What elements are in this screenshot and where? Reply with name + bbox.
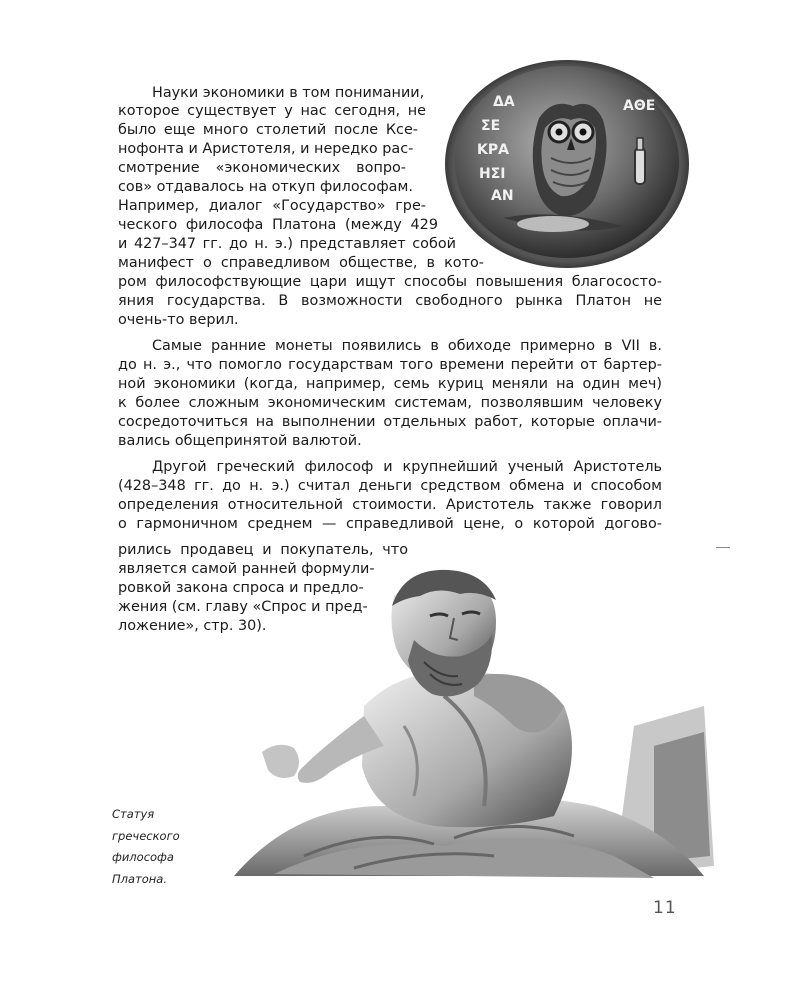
athenian-owl-coin-image: [443, 58, 691, 270]
text-line: сосредоточиться на выполнении отдельных работ, которые оплачи-: [118, 414, 662, 430]
text-line: Самые ранние монеты появились в обиходе примерно в VII в.: [152, 338, 662, 354]
text-line: вались общепринятой валютой.: [118, 433, 362, 449]
plato-statue-image: [234, 556, 726, 880]
coin-inscription-left-4: ΗΣΙ: [479, 166, 506, 182]
text-line: ческого философа Платона (между 429: [118, 217, 438, 233]
text-line: до н. э., что помогло государствам того времени перейти от бартер-: [118, 357, 662, 373]
coin-inscription-left-3: ΚΡΑ: [477, 142, 509, 158]
text-line: Например, диалог «Государство» гре-: [118, 198, 426, 214]
caption-line: Статуя: [112, 807, 155, 821]
coin-inscription-left-5: ΑΝ: [491, 188, 514, 204]
text-line: Другой греческий философ и крупнейший ученый Аристотель: [152, 459, 662, 475]
text-line: яния государства. В возможности свободного рынка Платон не: [118, 293, 662, 309]
text-line: Науки экономики в том понимании,: [152, 85, 425, 101]
coin-inscription-left-2: ΣΕ: [481, 118, 501, 134]
text-line: нофонта и Аристотеля, и нередко рас-: [118, 141, 414, 157]
text-line: определения относительной стоимости. Аристотель также говорил: [118, 497, 662, 513]
text-line: жения (см. главу «Спрос и пред-: [118, 599, 368, 615]
caption-line: греческого: [112, 828, 180, 843]
text-line: ром философствующие цари ищут способы повышения благососто-: [118, 274, 662, 290]
text-line: которое существует у нас сегодня, не: [118, 103, 426, 119]
text-line: ложение», стр. 30).: [118, 618, 267, 634]
text-line: ровкой закона спроса и предло-: [118, 580, 364, 596]
text-line: является самой ранней формули-: [118, 561, 375, 577]
caption-line: философа: [112, 850, 174, 864]
text-line: ной экономики (когда, например, семь куриц меняли на один меч): [118, 376, 662, 392]
text-line: (428–348 гг. до н. э.) считал деньги средством обмена и способом: [118, 478, 662, 494]
text-line: о гармоничном среднем — справедливой цене, о которой догово-: [118, 516, 662, 532]
text-line: манифест о справедливом обществе, в кото-: [118, 255, 484, 271]
text-line: сов» отдавалось на откуп философам.: [118, 179, 413, 195]
text-line: было еще много столетий после Ксе-: [118, 122, 418, 138]
figure-caption: [112, 804, 222, 890]
text-line: рились продавец и покупатель, что: [118, 542, 408, 558]
coin-inscription-left-1: ΔΑ: [493, 94, 515, 110]
text-line: и 427–347 гг. до н. э.) представляет собой: [118, 236, 456, 252]
text-line: очень-то верил.: [118, 312, 239, 328]
text-line: смотрение «экономических вопро-: [118, 160, 406, 176]
coin-inscription-right: ΑΘΕ: [623, 98, 656, 114]
text-line: к более сложным экономическим системам, позволявшим человеку: [118, 395, 662, 411]
print-speck: [716, 547, 730, 548]
page-number: 11: [653, 898, 677, 918]
caption-line: Платона.: [112, 871, 168, 886]
